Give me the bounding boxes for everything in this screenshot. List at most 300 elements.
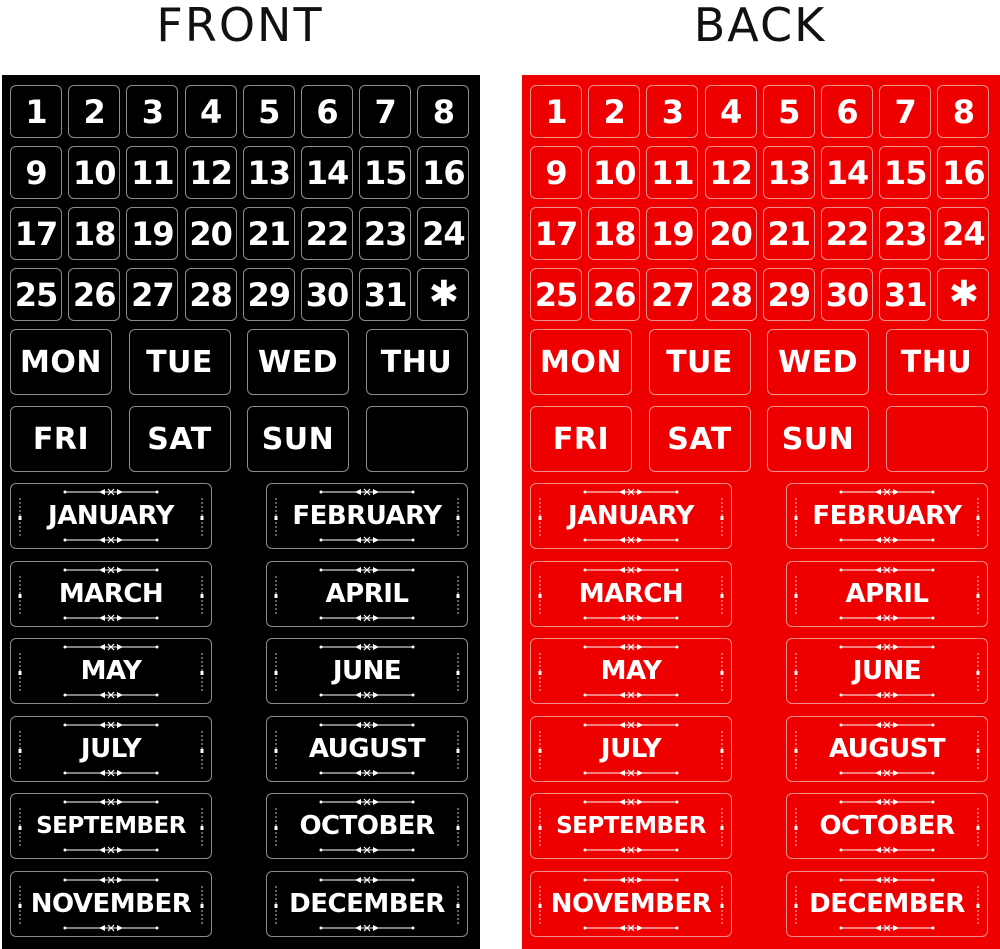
back-number-sticker [530, 207, 582, 260]
ornament-icon [583, 721, 679, 729]
sticker-label: 22 [825, 214, 869, 253]
sticker-label: MAY [600, 656, 662, 686]
ornament-icon [319, 691, 415, 699]
side-ornament-icon [793, 886, 799, 926]
ornament-icon [319, 846, 415, 854]
back-number-sticker [588, 207, 640, 260]
back-month-sticker [530, 793, 732, 859]
back-day-sticker [530, 329, 632, 395]
ornament-icon [63, 798, 159, 806]
ornament-icon [63, 643, 159, 651]
side-ornament-icon [975, 886, 981, 926]
sticker-label: MAY [80, 656, 142, 686]
front-number-sticker [10, 146, 62, 199]
sticker-label: OCTOBER [819, 811, 955, 841]
front-number-sticker [359, 268, 411, 321]
side-ornament-icon [455, 808, 461, 848]
side-ornament-icon [719, 653, 725, 693]
front-number-sticker [417, 207, 469, 260]
side-ornament-icon [975, 653, 981, 693]
ornament-icon [319, 566, 415, 574]
side-ornament-icon [199, 498, 205, 538]
ornament-icon [63, 488, 159, 496]
ornament-icon [839, 488, 935, 496]
side-ornament-icon [199, 886, 205, 926]
ornament-icon [839, 769, 935, 777]
side-ornament-icon [199, 653, 205, 693]
side-ornament-icon [537, 886, 543, 926]
sticker-label: SUN [261, 421, 335, 457]
sticker-label: 27 [651, 275, 694, 314]
side-ornament-icon [273, 886, 279, 926]
ornament-icon [319, 924, 415, 932]
ornament-icon [319, 643, 415, 651]
sticker-label: 7 [374, 92, 396, 131]
ornament-icon [839, 846, 935, 854]
front-number-sticker [10, 268, 62, 321]
sticker-label: 1 [25, 92, 47, 131]
ornament-icon [63, 721, 159, 729]
sticker-label: DECEMBER [809, 888, 965, 919]
front-month-sticker [266, 483, 468, 549]
front-day-sticker [129, 406, 231, 472]
sticker-label: 16 [422, 153, 465, 192]
sticker-label: 28 [189, 275, 232, 314]
front-number-sticker [417, 146, 469, 199]
back-month-sticker [530, 871, 732, 937]
front-number-sticker [185, 146, 237, 199]
sticker-label: FEBRUARY [812, 501, 962, 531]
back-number-sticker [821, 268, 873, 321]
back-number-sticker [879, 85, 931, 138]
side-ornament-icon [719, 498, 725, 538]
sticker-label: 20 [709, 214, 752, 253]
ornament-icon [63, 876, 159, 884]
sticker-label: 14 [825, 153, 869, 192]
back-day-sticker [530, 406, 632, 472]
sticker-label: 15 [363, 153, 407, 192]
sticker-label: 24 [422, 214, 465, 253]
sticker-label: JUNE [852, 656, 922, 686]
side-ornament-icon [199, 576, 205, 616]
sticker-label: 18 [72, 214, 116, 253]
sticker-label: 1 [545, 92, 567, 131]
back-month-sticker [786, 638, 988, 704]
ornament-icon [319, 536, 415, 544]
sticker-label: JUNE [332, 656, 402, 686]
sticker-label: FRI [552, 421, 610, 457]
sticker-label: 18 [592, 214, 636, 253]
front-number-sticker [243, 85, 295, 138]
ornament-icon [839, 536, 935, 544]
side-ornament-icon [17, 808, 23, 848]
front-sticker-sheet [2, 75, 480, 949]
sticker-label: 24 [942, 214, 985, 253]
sticker-label: SEPTEMBER [36, 813, 186, 839]
side-ornament-icon [455, 653, 461, 693]
front-number-sticker [68, 146, 120, 199]
sticker-label: 6 [316, 92, 338, 131]
back-number-sticker [530, 268, 582, 321]
sticker-label: SAT [147, 421, 212, 457]
ornament-icon [583, 536, 679, 544]
sticker-label: TUE [146, 344, 213, 380]
sticker-label: 2 [83, 92, 105, 131]
front-month-sticker [266, 561, 468, 627]
sticker-label: 5 [258, 92, 280, 131]
ornament-icon [583, 614, 679, 622]
front-day-sticker [247, 406, 349, 472]
front-month-sticker [10, 793, 212, 859]
sticker-label: 19 [651, 214, 694, 253]
ornament-icon [583, 643, 679, 651]
front-number-sticker [185, 268, 237, 321]
back-month-sticker [530, 483, 732, 549]
sticker-label: ✱ [948, 274, 978, 315]
sticker-label: DECEMBER [289, 888, 445, 919]
side-ornament-icon [537, 576, 543, 616]
ornament-icon [839, 614, 935, 622]
sticker-label: 26 [72, 275, 116, 314]
back-number-sticker [646, 85, 698, 138]
back-month-sticker [530, 716, 732, 782]
back-number-sticker [705, 207, 757, 260]
sticker-label: 8 [432, 92, 455, 131]
back-number-sticker [937, 207, 989, 260]
ornament-icon [583, 846, 679, 854]
ornament-icon [63, 691, 159, 699]
back-month-sticker [786, 716, 988, 782]
side-ornament-icon [793, 653, 799, 693]
side-ornament-icon [455, 498, 461, 538]
sticker-label: FRI [32, 421, 90, 457]
side-ornament-icon [273, 731, 279, 771]
sticker-label: JANUARY [568, 501, 694, 531]
ornament-icon [839, 691, 935, 699]
sticker-label: 12 [709, 153, 752, 192]
sticker-label: 15 [883, 153, 927, 192]
sticker-label: WED [778, 344, 858, 380]
front-number-sticker [126, 268, 178, 321]
sticker-label: ✱ [428, 274, 458, 315]
sticker-label: 13 [247, 153, 291, 192]
front-asterisk-sticker [417, 268, 469, 321]
side-ornament-icon [17, 653, 23, 693]
front-number-sticker [301, 85, 353, 138]
ornament-icon [63, 614, 159, 622]
sticker-label: APRIL [325, 578, 409, 609]
ornament-icon [839, 798, 935, 806]
sticker-label: 4 [199, 92, 222, 131]
back-number-sticker [937, 85, 989, 138]
sticker-label: THU [900, 344, 973, 380]
ornament-icon [319, 488, 415, 496]
front-number-sticker [243, 268, 295, 321]
sticker-label: 22 [305, 214, 349, 253]
side-ornament-icon [273, 498, 279, 538]
sticker-label: 17 [14, 214, 58, 253]
sticker-label: 17 [534, 214, 578, 253]
sticker-label: 29 [767, 275, 811, 314]
front-day-sticker [366, 329, 468, 395]
front-number-sticker [10, 85, 62, 138]
front-month-sticker [266, 716, 468, 782]
side-ornament-icon [537, 808, 543, 848]
back-day-sticker [649, 406, 751, 472]
back-number-sticker [530, 146, 582, 199]
sticker-label: 12 [189, 153, 232, 192]
front-number-sticker [359, 85, 411, 138]
back-month-sticker [530, 638, 732, 704]
sticker-label: 20 [189, 214, 232, 253]
side-ornament-icon [719, 808, 725, 848]
back-day-sticker [767, 329, 869, 395]
side-ornament-icon [455, 576, 461, 616]
ornament-icon [319, 721, 415, 729]
front-day-sticker [10, 329, 112, 395]
front-month-sticker [10, 561, 212, 627]
back-number-sticker [763, 268, 815, 321]
side-ornament-icon [199, 808, 205, 848]
sticker-label: 13 [767, 153, 811, 192]
sticker-label: 7 [894, 92, 916, 131]
sticker-label: 2 [603, 92, 625, 131]
sticker-label: 27 [131, 275, 174, 314]
sticker-label: TUE [666, 344, 733, 380]
sticker-label: 30 [825, 275, 869, 314]
sticker-label: APRIL [845, 578, 929, 609]
sticker-label: MARCH [58, 578, 164, 609]
front-blank-sticker [366, 406, 468, 472]
sticker-label: 8 [952, 92, 975, 131]
back-number-sticker [530, 85, 582, 138]
ornament-icon [63, 846, 159, 854]
ornament-icon [319, 614, 415, 622]
sticker-label: 31 [883, 275, 927, 314]
side-ornament-icon [793, 498, 799, 538]
front-month-sticker [10, 716, 212, 782]
back-title: BACK [693, 0, 827, 52]
sticker-label: 14 [305, 153, 349, 192]
front-number-sticker [68, 268, 120, 321]
front-number-sticker [126, 146, 178, 199]
sticker-label: 31 [363, 275, 407, 314]
front-month-sticker [10, 871, 212, 937]
sticker-label: OCTOBER [299, 811, 435, 841]
sticker-label: 21 [247, 214, 291, 253]
side-ornament-icon [975, 808, 981, 848]
sticker-label: 11 [131, 153, 174, 192]
side-ornament-icon [975, 498, 981, 538]
front-month-sticker [266, 871, 468, 937]
ornament-icon [63, 769, 159, 777]
front-number-sticker [68, 207, 120, 260]
side-ornament-icon [793, 808, 799, 848]
side-ornament-icon [719, 576, 725, 616]
sticker-label: MON [20, 344, 102, 380]
back-day-sticker [886, 329, 988, 395]
back-number-sticker [646, 207, 698, 260]
back-month-sticker [786, 871, 988, 937]
sticker-label: 25 [14, 275, 58, 314]
side-ornament-icon [719, 886, 725, 926]
back-number-sticker [588, 268, 640, 321]
front-day-sticker [247, 329, 349, 395]
front-number-sticker [243, 207, 295, 260]
ornament-icon [583, 691, 679, 699]
front-month-sticker [266, 793, 468, 859]
back-number-sticker [763, 207, 815, 260]
back-number-sticker [763, 146, 815, 199]
ornament-icon [583, 798, 679, 806]
ornament-icon [63, 924, 159, 932]
front-number-sticker [243, 146, 295, 199]
sticker-label: NOVEMBER [30, 888, 192, 919]
sticker-label: 6 [836, 92, 858, 131]
sticker-label: SAT [667, 421, 732, 457]
side-ornament-icon [273, 808, 279, 848]
front-number-sticker [185, 207, 237, 260]
sticker-label: 23 [363, 214, 407, 253]
ornament-icon [63, 536, 159, 544]
sticker-label: SUN [781, 421, 855, 457]
sticker-label: 9 [545, 153, 567, 192]
ornament-icon [319, 876, 415, 884]
sticker-label: JULY [80, 733, 142, 764]
back-number-sticker [937, 146, 989, 199]
side-ornament-icon [17, 886, 23, 926]
side-ornament-icon [537, 653, 543, 693]
front-number-sticker [126, 207, 178, 260]
side-ornament-icon [17, 576, 23, 616]
back-number-sticker [705, 146, 757, 199]
sticker-label: 10 [592, 153, 636, 192]
ornament-icon [839, 566, 935, 574]
back-month-sticker [786, 793, 988, 859]
sticker-label: 19 [131, 214, 174, 253]
side-ornament-icon [537, 731, 543, 771]
ornament-icon [583, 924, 679, 932]
sticker-label: 11 [651, 153, 694, 192]
side-ornament-icon [719, 731, 725, 771]
side-ornament-icon [455, 731, 461, 771]
front-number-sticker [68, 85, 120, 138]
sticker-label: MON [540, 344, 622, 380]
back-month-sticker [530, 561, 732, 627]
back-number-sticker [588, 146, 640, 199]
ornament-icon [583, 876, 679, 884]
side-ornament-icon [975, 576, 981, 616]
ornament-icon [319, 769, 415, 777]
sticker-label: JULY [600, 733, 662, 764]
back-number-sticker [646, 268, 698, 321]
back-number-sticker [821, 85, 873, 138]
ornament-icon [63, 566, 159, 574]
back-month-sticker [786, 483, 988, 549]
front-number-sticker [126, 85, 178, 138]
side-ornament-icon [17, 731, 23, 771]
sticker-label: 9 [25, 153, 47, 192]
front-number-sticker [359, 146, 411, 199]
sticker-label: 29 [247, 275, 291, 314]
sticker-label: FEBRUARY [292, 501, 442, 531]
side-ornament-icon [793, 576, 799, 616]
sticker-label: 3 [141, 92, 164, 131]
sticker-label: NOVEMBER [550, 888, 712, 919]
front-number-sticker [417, 85, 469, 138]
back-day-sticker [649, 329, 751, 395]
back-day-sticker [767, 406, 869, 472]
back-number-sticker [821, 207, 873, 260]
back-blank-sticker [886, 406, 988, 472]
side-ornament-icon [975, 731, 981, 771]
back-number-sticker [879, 268, 931, 321]
ornament-icon [319, 798, 415, 806]
side-ornament-icon [455, 886, 461, 926]
back-number-sticker [705, 85, 757, 138]
sticker-label: 30 [305, 275, 349, 314]
front-month-sticker [10, 483, 212, 549]
front-number-sticker [359, 207, 411, 260]
back-number-sticker [588, 85, 640, 138]
ornament-icon [839, 876, 935, 884]
ornament-icon [839, 721, 935, 729]
ornament-icon [583, 769, 679, 777]
side-ornament-icon [537, 498, 543, 538]
sticker-label: 21 [767, 214, 811, 253]
sticker-label: 26 [592, 275, 636, 314]
front-number-sticker [301, 146, 353, 199]
ornament-icon [839, 643, 935, 651]
front-month-sticker [266, 638, 468, 704]
sticker-label: 25 [534, 275, 578, 314]
sticker-label: WED [258, 344, 338, 380]
sticker-label: 5 [778, 92, 800, 131]
back-number-sticker [879, 207, 931, 260]
sticker-label: THU [380, 344, 453, 380]
front-number-sticker [10, 207, 62, 260]
ornament-icon [583, 488, 679, 496]
sticker-label: SEPTEMBER [556, 813, 706, 839]
front-number-sticker [301, 207, 353, 260]
sticker-label: 10 [72, 153, 116, 192]
back-number-sticker [763, 85, 815, 138]
front-month-sticker [10, 638, 212, 704]
back-number-sticker [646, 146, 698, 199]
sticker-label: AUGUST [828, 733, 946, 764]
sticker-label: MARCH [578, 578, 684, 609]
sticker-label: 4 [719, 92, 742, 131]
back-month-sticker [786, 561, 988, 627]
front-day-sticker [129, 329, 231, 395]
front-day-sticker [10, 406, 112, 472]
back-number-sticker [879, 146, 931, 199]
back-number-sticker [821, 146, 873, 199]
sticker-label: 3 [661, 92, 684, 131]
side-ornament-icon [273, 653, 279, 693]
front-title: FRONT [156, 0, 324, 52]
side-ornament-icon [199, 731, 205, 771]
sticker-label: AUGUST [308, 733, 426, 764]
side-ornament-icon [273, 576, 279, 616]
sticker-label: 28 [709, 275, 752, 314]
sticker-label: 16 [942, 153, 985, 192]
ornament-icon [839, 924, 935, 932]
back-number-sticker [705, 268, 757, 321]
sticker-label: JANUARY [48, 501, 174, 531]
back-sticker-sheet [522, 75, 1000, 949]
front-number-sticker [301, 268, 353, 321]
